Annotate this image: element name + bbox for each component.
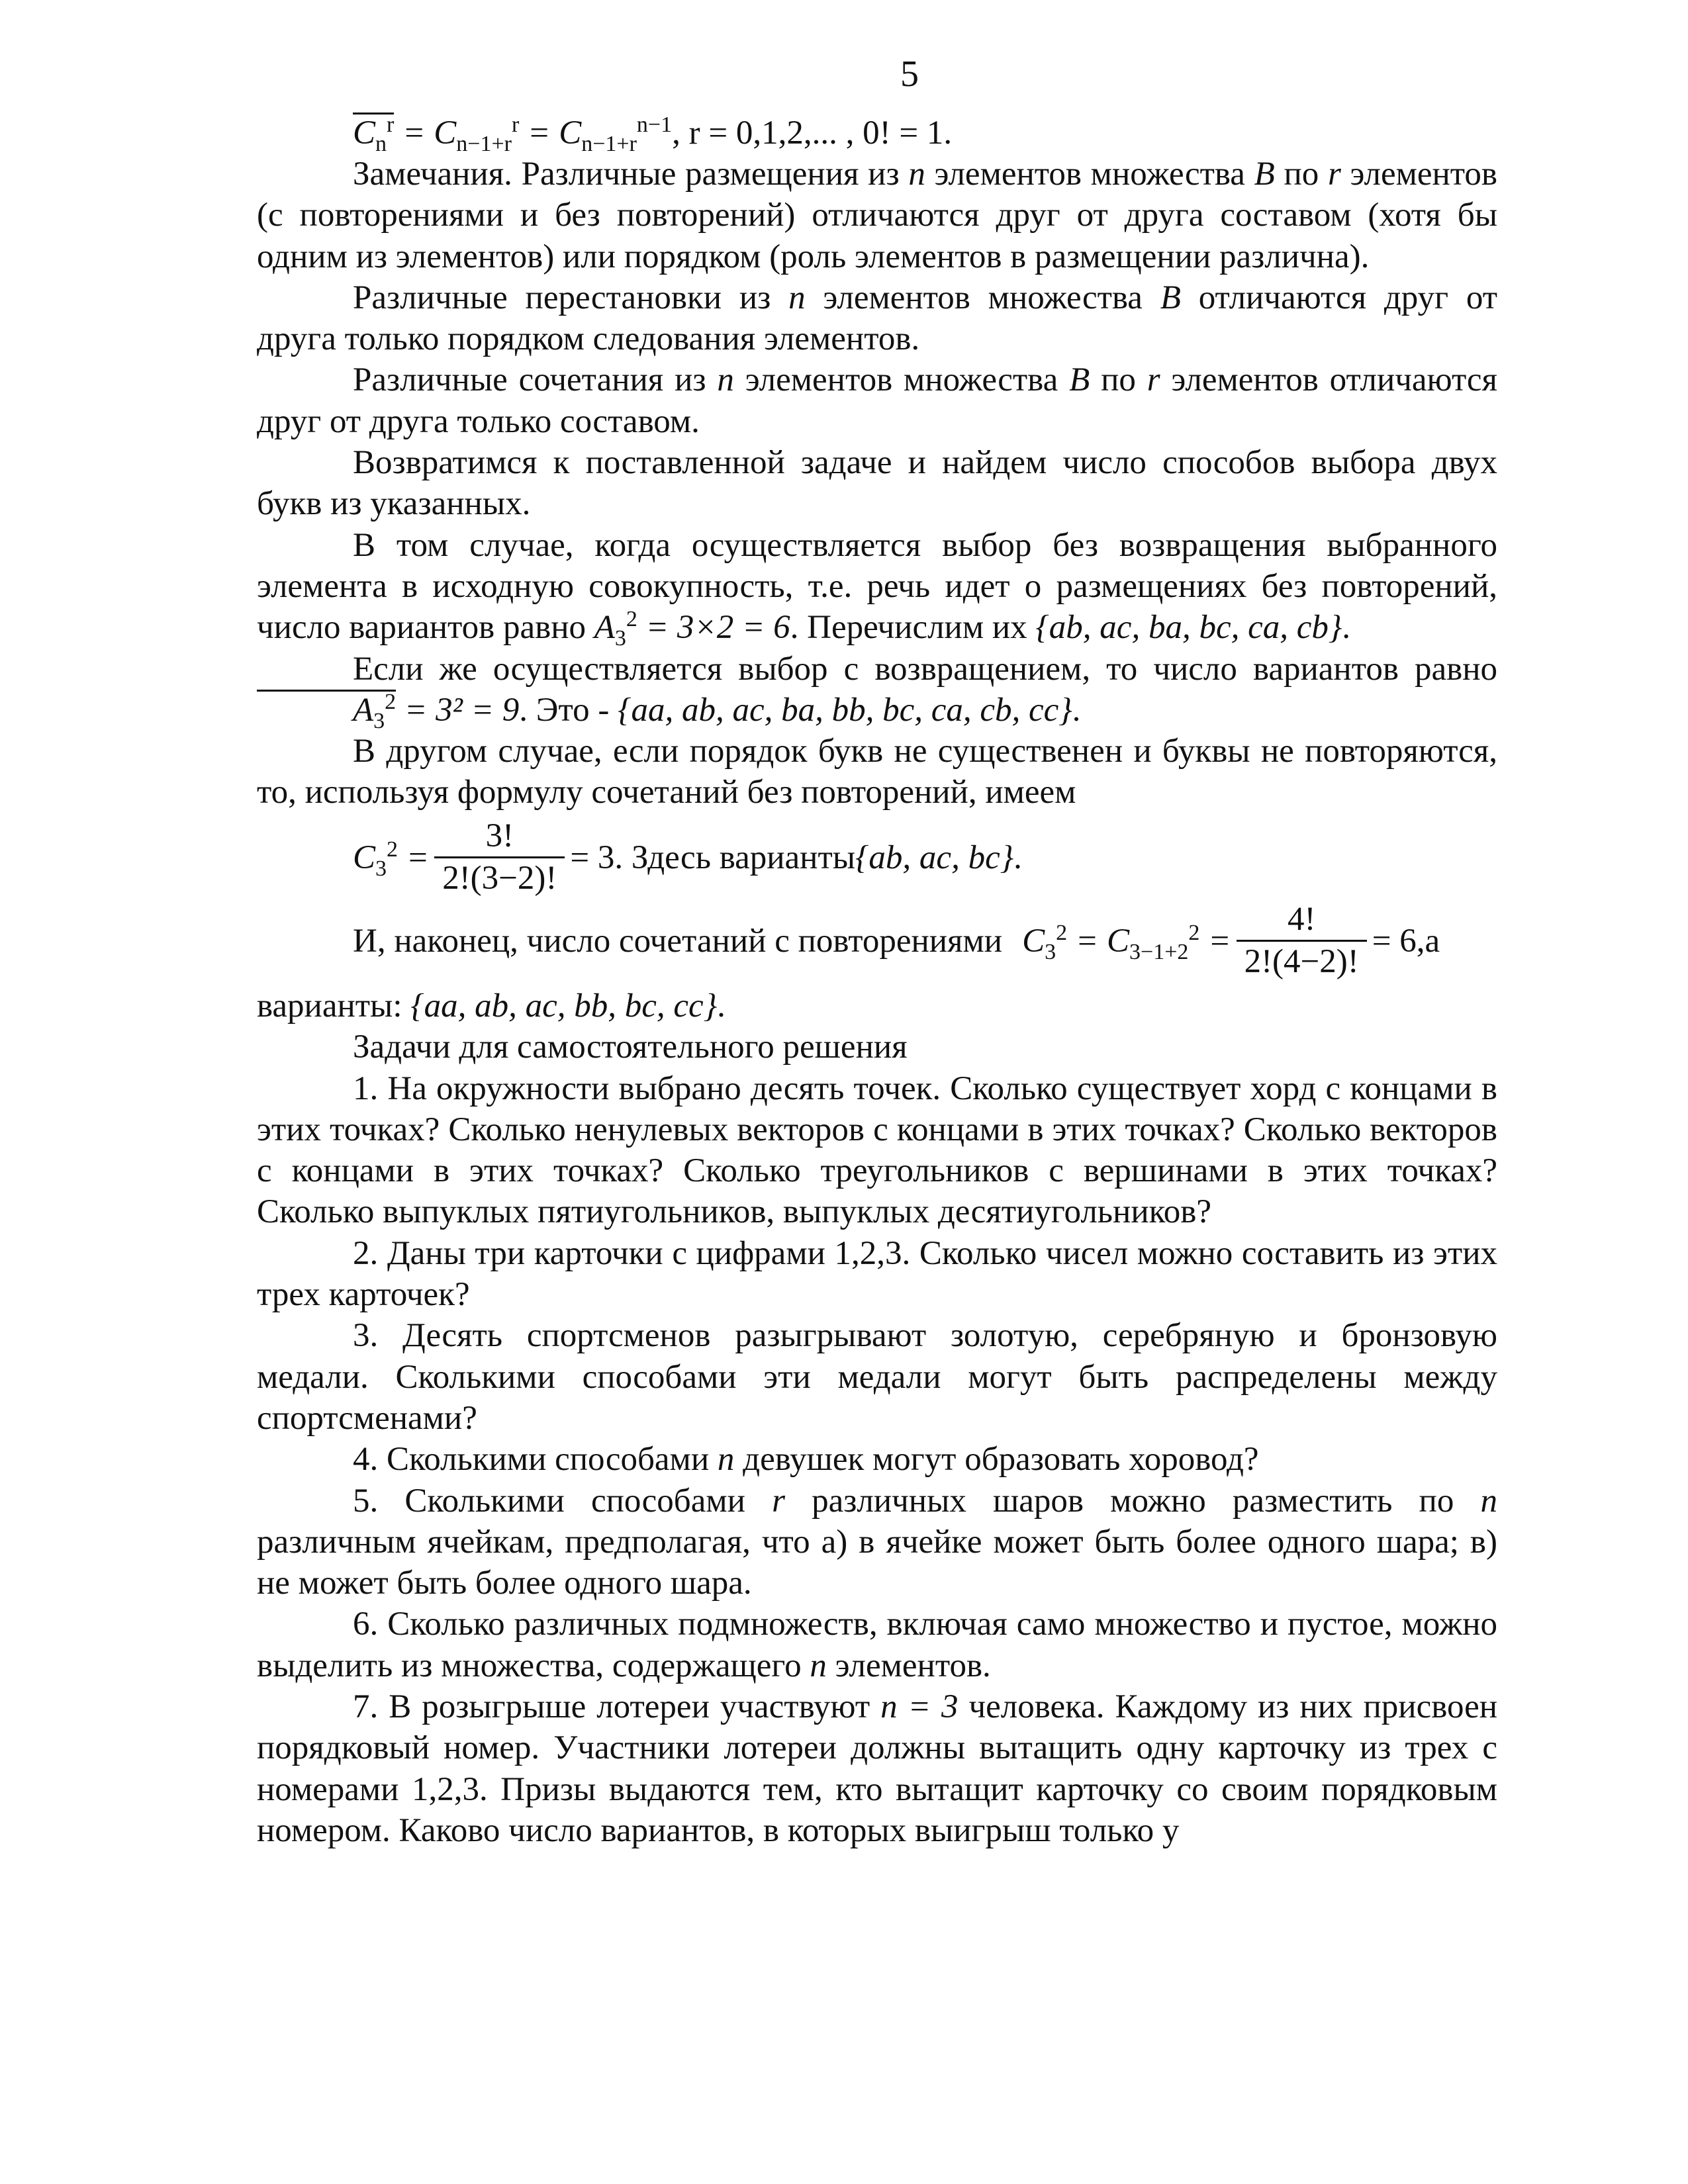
task-6: 6. Сколько различных подмножеств, включая само множество и пустое, можно выделить из множества, содержащего n элементов. [257, 1606, 1497, 1684]
paragraph-other-case: В другом случае, если порядок букв не существенен и буквы не повторяются, то, используя формулу сочетаний без повторений, имеем [257, 733, 1497, 811]
paragraph-permutations: Различные перестановки из n элементов множества B отличаются друг от друга только порядком следования элементов. [257, 279, 1497, 358]
formula-combinations-with-repetition: $C_n^r = C_{n-1+r}^r = C_{n-1+r}^{n-1}$, r = 0,1,2,... , 0! = 1. [353, 113, 953, 157]
paragraph-no-return: В том случае, когда осуществляется выбор без возвращения выбранного элемента в исходную совокупность, т.е. речь идет о размещениях без повторений, число вариантов равно $A_3^2 = 3\times 2 = 6$. Перечислим их {ab, ac, ba, bc, ca, cb}. [257, 526, 1497, 651]
fraction-combinations-repetition: $\frac{4!}{2!(4-2)!}$ [1237, 902, 1367, 980]
formula-arrangements: $A_3^2 = 3\times 2 = 6$ [594, 607, 790, 651]
task-2: 2. Даны три карточки с цифрами 1,2,3. Сколько чисел можно составить из этих трех карточек? [257, 1234, 1497, 1314]
set-combinations: {ab, ac, bc} [855, 839, 1014, 876]
formula-arrangements-repetition: $A_3^2 = 3^2 = 9$ [257, 692, 519, 729]
formula-combinations: $C_3^2$ = $\frac{3!}{2!(3-2)!}$ = 3 . Здесь варианты {ab, ac, bc} . [353, 817, 1022, 897]
task-7: 7. В розыгрыше лотереи участвуют n = 3 человека. Каждому из них присвоен порядковый номер. Участники лотереи должны вытащить одну карточку из трех с номерами 1,2,3. Призы выдаются тем, кто вытащит карточку со своим порядковым номером. Каково число вариантов, в которых выигрыш только у [257, 1688, 1498, 1849]
set-arrangements: {ab, ac, ba, bc, ca, cb} [1035, 609, 1342, 647]
tasks-title: Задачи для самостоятельного решения [353, 1028, 908, 1066]
fraction-combinations: $\frac{3!}{2!(3-2)!}$ [434, 819, 565, 897]
page-number: 5 [900, 54, 919, 95]
formula-combinations-repetition: И, наконец, число сочетаний с повторениями $C_3^2 = C_{3-1+2}^2$ = $\frac{4!}{2!(4-2)!}$ = 6, а [353, 900, 1440, 981]
set-arrangements-repetition: {aa, ab, ac, ba, bb, bc, ca, cb, cc} [618, 691, 1072, 729]
task-4: 4. Сколькими способами n девушек могут образовать хоровод? [353, 1441, 1259, 1479]
task-5: 5. Сколькими способами r различных шаров можно разместить по n различным ячейкам, предполагая, что а) в ячейке может быть более одного шара; в) не может быть более одного шара. [257, 1482, 1497, 1602]
set-combinations-repetition: {aa, ab, ac, bb, bc, cc} [410, 987, 718, 1024]
task-1: 1. На окружности выбрано десять точек. Сколько существует хорд с концами в этих точках? Сколько ненулевых векторов с концами в этих точках? Сколько векторов с концами в этих точках? Сколько треугольников с вершинами в этих точках? Сколько выпуклых пятиугольников, выпуклых десятиугольников? [257, 1069, 1497, 1231]
paragraph-remarks: Замечания. Различные размещения из n элементов множества B по r элементов (с повторениями и без повторений) отличаются друг от друга составом (хотя бы одним из элементов) или порядком (роль элементов в размещении различна). [257, 156, 1497, 275]
paragraph-with-return: Если же осуществляется выбор с возвращением, то число вариантов равно $A_3^2 = 3^2 = 9$. Это - {aa, ab, ac, ba, bb, bc, ca, cb, cc}. [257, 649, 1497, 731]
paragraph-combinations: Различные сочетания из n элементов множества B по r элементов отличаются друг от друга только составом. [257, 361, 1497, 440]
paragraph-return-task: Возвратимся к поставленной задаче и найдем число способов выбора двух букв из указанных. [257, 444, 1497, 523]
task-3: 3. Десять спортсменов разыгрывают золотую, серебряную и бронзовую медали. Сколькими способами эти медали могут быть распределены между спортсменами? [257, 1317, 1497, 1437]
paragraph-variants: варианты: {aa, ab, ac, bb, bc, cc}. [257, 987, 726, 1024]
page-content [257, 113, 1497, 1851]
